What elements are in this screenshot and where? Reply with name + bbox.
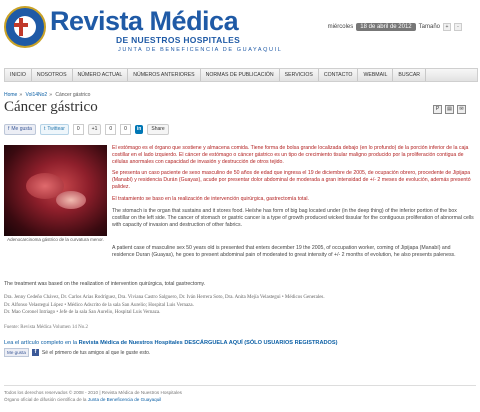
abstract-en-p2: A patient case of masculine sex 50 years old is presented that enters december 19 the 2005, of occupation worker, coming of Jipijapa (Manabí) and residence Duran (Guayas), he goes to present abdominal pain of moderated to great intensity of +/- 2 months of evolution, he also presents paleness. xyxy=(112,245,456,259)
gplus-button[interactable]: +1 xyxy=(88,124,102,135)
gplus-count: 0 xyxy=(105,124,116,135)
image-mucosa xyxy=(56,191,86,209)
footer-line2 xyxy=(4,397,182,404)
article-tools xyxy=(433,105,466,114)
facebook-like-button[interactable] xyxy=(4,124,36,135)
abstract-es-p3: El tratamiento se baso en la realización de intervención quirúrgica, gastrectomía total. xyxy=(112,196,309,202)
fb-like-text: Sé el primero de tus amigos al que le guste esto. xyxy=(41,349,151,356)
facebook-icon: f xyxy=(32,349,39,356)
nav-normas[interactable]: NORMAS DE PUBLICACIÓN xyxy=(201,69,280,81)
weekday: miércoles xyxy=(327,24,354,30)
date-bar xyxy=(328,23,462,31)
breadcrumb-current: Cáncer gástrico xyxy=(55,92,91,98)
breadcrumb-home[interactable]: Home xyxy=(4,92,18,98)
pdf-icon[interactable]: P xyxy=(433,105,442,114)
font-increase-button[interactable]: + xyxy=(443,23,451,31)
abstract-en-p1: The stomach is the organ that sustains and it stores food. He/she has form of big bag located under (in the deep thing) of the inferior portion of the box costillar on the left side. The cancer of stomach or gastric cancer is a type of growth produced wicked tissular for the contiguous proliferation of abnormal cells with capacity of invasion and destruction of other fabrics. xyxy=(112,208,474,229)
seal-cross-bar xyxy=(14,23,28,27)
authors-line: Dr. Mao Coronel Intriago • Jefe de la sala San Aurelio, Hospital Luis Vernaza. xyxy=(4,310,161,315)
authors-line: Dr. Alfonso Velastegui López • Médico Adscrito de la sala San Aurelio; Hospital Luis Vernaza. xyxy=(4,302,194,308)
download-link[interactable]: DESCÁRGUELA AQUÍ (SÓLO USUARIOS REGISTRADOS) xyxy=(184,340,338,346)
linkedin-count: 0 xyxy=(120,124,131,135)
breadcrumb-volume[interactable]: Vol14No2 xyxy=(25,92,48,98)
abstract-es-p1: El estómago es el órgano que sostiene y almacena comida. Tiene forma de bolsa grande localizada debajo (en lo profundo) de la porción inferior de la caja costillar en el lado izquierdo. El cáncer de estómago o cáncer gástrico es un tipo de crecimiento tisular maligno producido por la proliferación contigua de células anormales con capacidad de invasión y destrucción de otros tejido. xyxy=(112,145,469,166)
nav-contacto[interactable]: CONTACTO xyxy=(319,69,359,81)
tweet-count: 0 xyxy=(73,124,84,135)
social-bar xyxy=(4,124,169,135)
footer-jbg-link[interactable]: Junta de Beneficencia de Guayaquil xyxy=(87,396,162,402)
facebook-icon: f xyxy=(8,126,10,132)
seal-center xyxy=(14,16,36,38)
source-line: Fuente: Revista Médica Volumen 14 No.2 xyxy=(4,325,88,330)
brand-subtitle: DE NUESTROS HOSPITALES xyxy=(116,35,241,45)
endoscopy-image xyxy=(4,145,107,236)
journal-name: Revista Médica de Nuestros Hospitales xyxy=(78,340,183,346)
main-nav xyxy=(4,68,478,82)
authors-line: Dra. Jenny Cedeño Chávez, Dr. Carlos Arias Rodríguez, Dra. Viviana Castro Salguero, Dr. Iván Herrera Soto, Dra. Anita Mejía Velastegui • Médicos Generales. xyxy=(4,295,325,300)
page-title: Cáncer gástrico xyxy=(4,99,98,115)
seal-cross xyxy=(19,18,23,36)
footer-copyright: Todos los derechos reservados © 2008 - 2010 | Revista Médica de Nuestros Hospitales xyxy=(4,390,182,395)
figure-caption: Adenocarcinoma gástrico de la curvatura menor. xyxy=(7,237,104,242)
footer-line2-prefix: Órgano oficial de difusión científica de la xyxy=(4,396,88,402)
breadcrumb-sep-icon: » xyxy=(19,92,23,98)
footer-divider xyxy=(4,385,476,386)
nav-buscar[interactable]: BUSCAR xyxy=(393,69,426,81)
jbg-seal-logo[interactable] xyxy=(4,6,46,48)
nav-servicios[interactable]: SERVICIOS xyxy=(280,69,319,81)
abstract-en-p3: The treatment was based on the realization of intervention quirúrgica, total gastrectomy. xyxy=(4,281,206,287)
brand-title[interactable]: Revista Médica xyxy=(50,6,239,36)
date-box: 18 de abril de 2012 xyxy=(356,23,415,31)
nav-numero-actual[interactable]: NÚMERO ACTUAL xyxy=(73,69,129,81)
breadcrumb-sep-icon: » xyxy=(49,92,52,98)
breadcrumb xyxy=(4,92,90,98)
authors xyxy=(4,294,474,317)
print-icon[interactable]: ▤ xyxy=(445,105,454,114)
nav-numeros-anteriores[interactable]: NÚMEROS ANTERIORES xyxy=(128,69,200,81)
email-icon[interactable]: ✉ xyxy=(457,105,466,114)
nav-inicio[interactable]: INICIO xyxy=(5,69,32,81)
fb-like-button[interactable]: Me gusta xyxy=(4,348,29,357)
nav-nosotros[interactable]: NOSOTROS xyxy=(32,69,73,81)
twitter-label: Twittear xyxy=(47,126,65,132)
nav-webmail[interactable]: WEBMAIL xyxy=(358,69,393,81)
twitter-button[interactable] xyxy=(40,124,69,135)
facebook-like-row xyxy=(4,348,150,357)
brand-publisher: JUNTA DE BENEFICENCIA DE GUAYAQUIL xyxy=(118,47,283,53)
site-header xyxy=(0,0,480,62)
footer xyxy=(4,390,182,403)
font-size-label: Tamaño xyxy=(418,24,440,30)
full-article-line xyxy=(4,340,337,346)
facebook-like-label: Me gusta xyxy=(11,126,32,132)
full-article-prefix: Lea el artículo completo en la xyxy=(4,340,79,346)
linkedin-icon[interactable]: in xyxy=(136,126,142,132)
linkedin-share-button[interactable]: Share xyxy=(147,124,168,135)
twitter-icon: t xyxy=(43,126,46,132)
font-decrease-button[interactable]: - xyxy=(454,23,462,31)
abstract-es-p2: Se presenta un caso paciente de sexo masculino de 50 años de edad que ingresa el 19 de diciembre de 2005, de ocupación obrero, procedente de Jipijapa (Manabí) y residencia Durán (Guayas), acude por presentar dolor abdominal de moderada a gran intensidad de +/- 2 meses de evolución, además presentó palidez. xyxy=(112,170,471,191)
